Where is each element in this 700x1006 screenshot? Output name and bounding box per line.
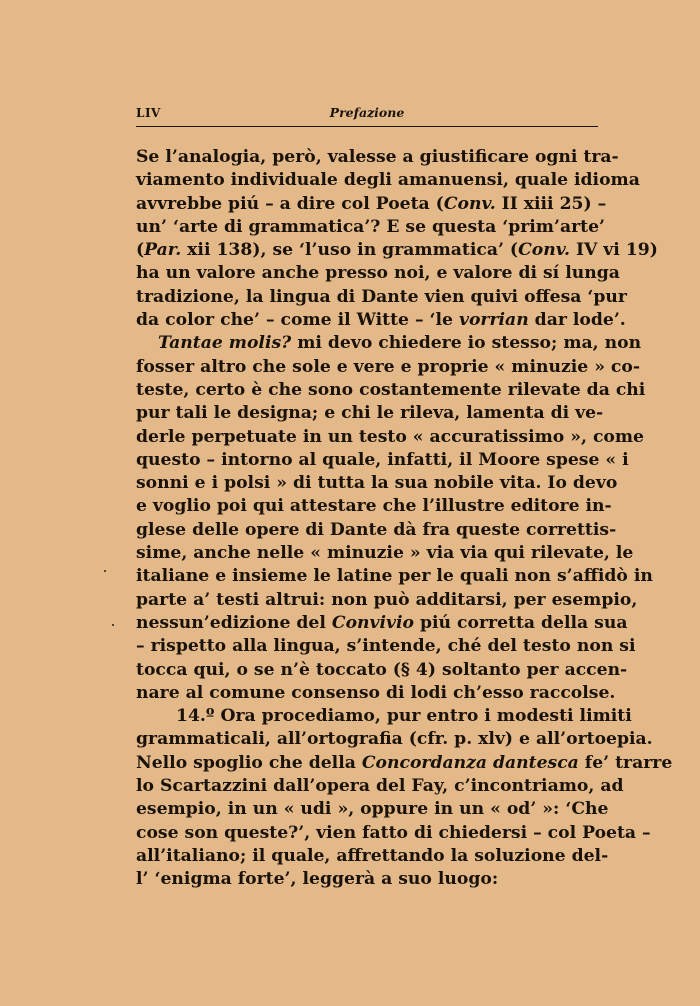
text-line: sime, anche nelle « minuzie » via via qui rilevate, le [136,543,634,564]
paper-speck [104,570,106,572]
text-line: da color che’ – come il Witte – ‘le vorrian dar lode’. [136,310,626,331]
running-title: Prefazione [329,105,405,120]
text-line: avvrebbe piú – a dire col Poeta (Conv. II xiii 25) – [136,193,607,214]
page-number: LIV [136,106,161,120]
text-line: tocca qui, o se n’è toccato (§ 4) soltanto per accen- [136,659,628,680]
text-line: teste, certo è che sono costantemente rilevate da chi [136,379,646,400]
body-text [136,146,673,892]
text-line: viamento individuale degli amanuensi, quale idioma [136,170,640,191]
text-line: sonni e i polsi » di tutta la sua nobile vita. Io devo [136,473,618,494]
text-line: Tantae molis? mi devo chiedere io stesso; ma, non [158,333,642,354]
text-line: 14.º Ora procediamo, pur entro i modesti limiti [176,706,632,727]
text-line: tradizione, la lingua di Dante vien quivi offesa ‘pur [136,286,627,307]
text-line: e voglio poi qui attestare che l’illustre editore in- [136,496,612,517]
text-line: questo – intorno al quale, infatti, il Moore spese « i [136,449,629,470]
text-line: nare al comune consenso di lodi ch’esso raccolse. [136,682,616,703]
text-line: derle perpetuate in un testo « accuratissimo », come [136,426,644,447]
text-line: esempio, in un « udi », oppure in un « od’ »: ‘Che [136,799,609,820]
text-line: parte a’ testi altrui: non può additarsi, per esempio, [136,589,638,610]
text-line: – rispetto alla lingua, s’intende, ché del testo non si [136,636,636,657]
text-line: l’ ‘enigma forte’, leggerà a suo luogo: [136,869,499,890]
text-line: italiane e insieme le latine per le quali non s’affidò in [136,566,653,587]
text-line: cose son queste?’, vien fatto di chiedersi – col Poeta – [136,822,651,843]
paper-speck [112,624,114,626]
text-line: nessun’edizione del Convivio piú corretta della sua [136,612,628,633]
text-line: ha un valore anche presso noi, e valore di sí lunga [136,263,620,284]
text-line: un’ ‘arte di grammatica’? E se questa ‘prim’arte’ [136,216,606,237]
text-line: glese delle opere di Dante dà fra queste correttis- [136,519,617,540]
text-line: grammaticali, all’ortografia (cfr. p. xlv) e all’ortoepia. [136,729,653,750]
text-line: all’italiano; il quale, affrettando la soluzione del- [136,845,609,866]
text-line: Se l’analogia, però, valesse a giustificare ogni tra- [136,147,619,167]
page-header [136,104,598,127]
text-line: pur tali le designa; e chi le rileva, lamenta di ve- [136,403,604,424]
text-line: Nello spoglio che della Concordanza dantesca fe’ trarre [136,752,673,773]
text-line: fosser altro che sole e vere e proprie « minuzie » co- [136,356,640,377]
text-line: (Par. xii 138), se ‘l’uso in grammatica’ (Conv. IV vi 19) [136,240,658,261]
text-line: lo Scartazzini dall’opera del Fay, c’incontriamo, ad [136,776,624,797]
